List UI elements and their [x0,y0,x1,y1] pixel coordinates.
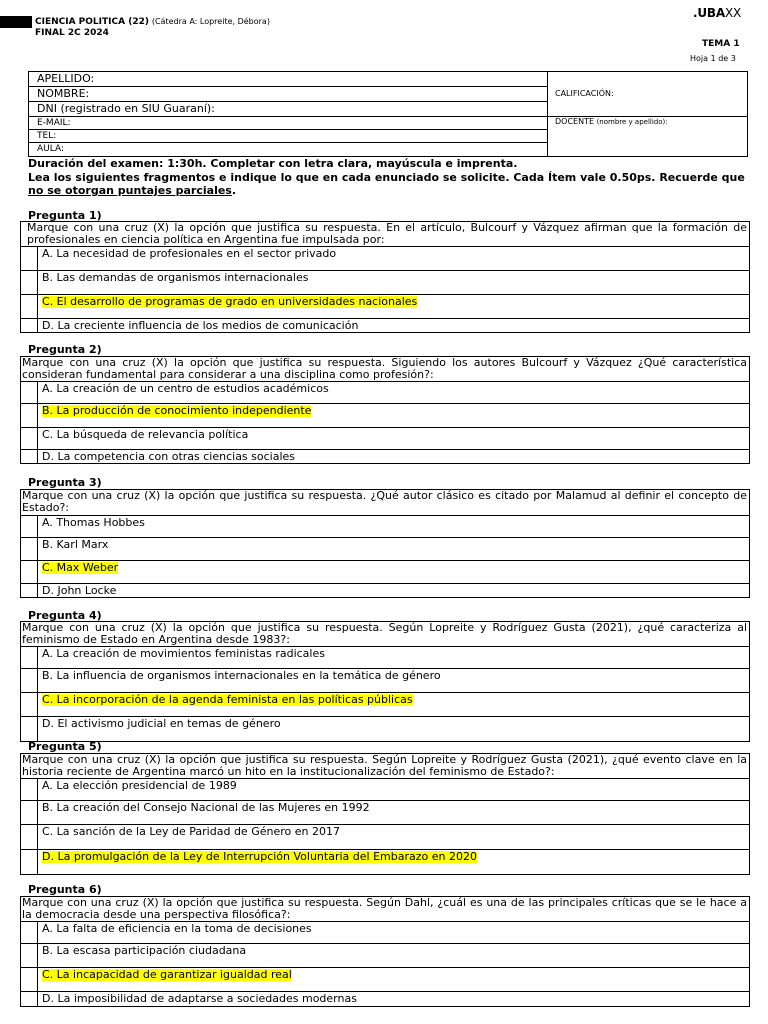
answer-cell[interactable] [21,944,38,967]
answer-cell[interactable] [21,516,38,537]
course-title: CIENCIA POLITICA (22) (Cátedra A: Lopreite, Débora) [35,17,270,27]
question-6-stem: Marque con una cruz (X) la opción que justifica su respuesta. Según Dahl, ¿cuál es una de las principales críticas que se le hace a la democracia desde una perspectiva filosófica?: [22,896,747,921]
answer-cell[interactable] [21,382,38,403]
option-text-highlighted: D. La promulgación de la Ley de Interrupción Voluntaria del Embarazo en 2020 [42,850,477,863]
answer-cell[interactable] [21,825,38,849]
question-6 [20,896,750,1007]
option-row[interactable] [21,247,749,271]
docente-field[interactable]: DOCENTE (nombre y apellido): [555,117,668,126]
question-2 [20,356,750,464]
option-row[interactable] [21,404,749,428]
option-text: D. La creciente influencia de los medios de comunicación [42,319,359,332]
option-row[interactable] [21,295,749,319]
instructions-no-partial: no se otorgan puntajes parciales. [28,184,237,197]
option-text-highlighted: C. Max Weber [42,561,119,574]
option-text: B. La creación del Consejo Nacional de las Mujeres en 1992 [42,801,370,814]
option-text: A. Thomas Hobbes [42,516,145,529]
answer-cell[interactable] [21,295,38,318]
answer-cell[interactable] [21,669,38,692]
answer-cell[interactable] [21,922,38,943]
instructions-reading: Lea los siguientes fragmentos e indique lo que en cada enunciado se solicite. Cada Ítem vale 0.50ps. Recuerde que [28,171,745,184]
question-1-stem: Marque con una cruz (X) la opción que justifica su respuesta. En el artículo, Bulcourf y Vázquez afirman que la formación de profesionales en ciencia política en Argentina fue impulsada por: [21,222,749,247]
option-row[interactable] [21,717,749,741]
option-row[interactable] [21,968,749,992]
uba-logo: .UBAXX [693,6,741,20]
option-text-highlighted: B. La producción de conocimiento independiente [42,404,312,417]
question-6-title: Pregunta 6) [28,883,102,896]
page-counter: Hoja 1 de 3 [690,54,736,63]
option-row[interactable] [21,561,749,584]
black-tab [0,16,32,28]
answer-cell[interactable] [21,247,38,270]
answer-cell[interactable] [21,850,38,874]
option-text: B. Las demandas de organismos internacionales [42,271,309,284]
option-row[interactable] [21,992,749,1006]
option-row[interactable] [21,779,749,801]
answer-cell[interactable] [21,584,38,597]
option-text: C. La sanción de la Ley de Paridad de Género en 2017 [42,825,340,838]
option-row[interactable] [21,319,749,332]
option-row[interactable] [21,669,749,693]
answer-cell[interactable] [21,538,38,560]
option-row[interactable] [21,428,749,450]
question-5 [20,753,750,875]
option-row[interactable] [21,922,749,944]
option-row[interactable] [21,271,749,295]
answer-cell[interactable] [21,717,38,741]
answer-cell[interactable] [21,693,38,716]
option-text: A. La necesidad de profesionales en el sector privado [42,247,337,260]
answer-cell[interactable] [21,319,38,332]
option-text: B. Karl Marx [42,538,109,551]
answer-cell[interactable] [21,968,38,991]
question-4-stem: Marque con una cruz (X) la opción que justifica su respuesta. Según Lopreite y Rodríguez Gusta (2021), ¿qué caracteriza al feminismo de Estado en Argentina desde 1983?: [22,621,747,646]
answer-cell[interactable] [21,561,38,583]
option-text: D. La imposibilidad de adaptarse a sociedades modernas [42,992,357,1005]
option-text-highlighted: C. La incorporación de la agenda feminista en las políticas públicas [42,693,413,706]
email-field[interactable]: E-MAIL: [29,117,547,130]
answer-cell[interactable] [21,428,38,449]
option-row[interactable] [21,584,749,597]
option-text-highlighted: C. El desarrollo de programas de grado en universidades nacionales [42,295,418,308]
option-row[interactable] [21,516,749,538]
question-3 [20,489,750,598]
question-5-title: Pregunta 5) [28,740,102,753]
answer-cell[interactable] [21,450,38,463]
question-5-stem: Marque con una cruz (X) la opción que justifica su respuesta. Según Lopreite y Rodríguez Gusta (2021), ¿qué evento clave en la historia reciente de Argentina marcó un hito en la institucionalización del feminismo de Estado?: [22,753,747,778]
apellido-field[interactable]: APELLIDO: [29,72,547,87]
aula-field[interactable]: AULA: [37,144,64,154]
option-row[interactable] [21,944,749,968]
option-text: B. La escasa participación ciudadana [42,944,247,957]
answer-cell[interactable] [21,801,38,824]
option-row[interactable] [21,825,749,850]
dni-field[interactable]: DNI (registrado en SIU Guaraní): [29,102,547,117]
tel-field[interactable]: TEL: [29,130,547,143]
question-3-stem: Marque con una cruz (X) la opción que justifica su respuesta. ¿Qué autor clásico es citado por Malamud al definir el concepto de Estado?: [22,489,747,514]
option-row[interactable] [21,693,749,717]
question-4 [20,621,750,742]
option-text: D. John Locke [42,584,117,597]
answer-cell[interactable] [21,404,38,427]
option-text: C. La búsqueda de relevancia política [42,428,249,441]
option-row[interactable] [21,850,749,874]
answer-cell[interactable] [21,992,38,1006]
instructions-duration: Duración del examen: 1:30h. Completar con letra clara, mayúscula e imprenta. [28,157,518,170]
student-info-box [28,71,748,157]
option-text: A. La elección presidencial de 1989 [42,779,237,792]
question-3-title: Pregunta 3) [28,476,102,489]
option-row[interactable] [21,538,749,561]
tema-label: TEMA 1 [702,39,740,49]
option-text: A. La creación de un centro de estudios académicos [42,382,329,395]
calificacion-field[interactable]: CALIFICACIÓN: [555,89,614,98]
option-text: D. La competencia con otras ciencias sociales [42,450,296,463]
answer-cell[interactable] [21,271,38,294]
option-text: D. El activismo judicial en temas de género [42,717,281,730]
question-2-title: Pregunta 2) [28,343,102,356]
id-box-divider [547,72,548,156]
question-2-stem: Marque con una cruz (X) la opción que justifica su respuesta. Siguiendo los autores Bulcourf y Vázquez ¿Qué característica consideran fundamental para considerar a una disciplina como profesión?: [22,356,747,381]
answer-cell[interactable] [21,779,38,800]
option-text: A. La falta de eficiencia en la toma de decisiones [42,922,312,935]
option-text-highlighted: C. La incapacidad de garantizar igualdad real [42,968,292,981]
option-row[interactable] [21,801,749,825]
answer-cell[interactable] [21,647,38,668]
option-text: A. La creación de movimientos feministas radicales [42,647,325,660]
question-1 [20,221,750,333]
nombre-field[interactable]: NOMBRE: [29,87,547,102]
question-1-title: Pregunta 1) [28,209,102,222]
option-row[interactable] [21,450,749,463]
option-text: B. La influencia de organismos internacionales en la temática de género [42,669,441,682]
question-4-title: Pregunta 4) [28,609,102,622]
exam-period: FINAL 2C 2024 [35,28,109,38]
option-row[interactable] [21,382,749,404]
option-row[interactable] [21,647,749,669]
